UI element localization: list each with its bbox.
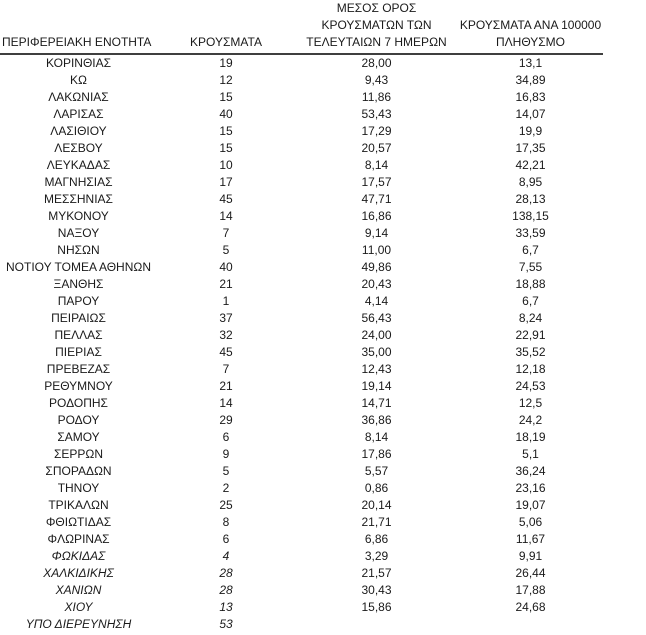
cases-cell: 40 xyxy=(219,107,233,121)
avg7-cell: 8,14 xyxy=(364,158,389,172)
table-row xyxy=(0,208,603,225)
avg7-cell: 49,86 xyxy=(361,260,392,274)
avg7-cell: 19,14 xyxy=(361,379,392,393)
cases-cell: 10 xyxy=(219,158,233,172)
table-row xyxy=(0,106,603,123)
region-cell: ΛΑΣΙΘΙΟΥ xyxy=(50,124,107,138)
cases-cell: 45 xyxy=(219,192,233,206)
avg7-cell: 16,86 xyxy=(361,209,392,223)
region-cell: ΣΕΡΡΩΝ xyxy=(53,447,104,461)
header-avg7-line3: ΤΕΛΕΥΤΑΙΩΝ 7 ΗΜΕΡΩΝ xyxy=(306,35,447,49)
region-cell: ΦΘΙΩΤΙΔΑΣ xyxy=(45,515,112,529)
avg7-cell: 11,86 xyxy=(361,90,392,104)
table-row xyxy=(0,361,603,378)
cases-cell: 6 xyxy=(222,430,230,444)
table-row xyxy=(0,72,603,89)
per100k-cell: 5,1 xyxy=(522,447,539,461)
per100k-cell: 34,89 xyxy=(515,73,546,87)
per100k-cell: 42,21 xyxy=(515,158,546,172)
table-row xyxy=(0,140,603,157)
table-row xyxy=(0,242,603,259)
header-per100k-line1: ΚΡΟΥΣΜΑΤΑ ΑΝΑ 100000 xyxy=(459,18,602,32)
table-row xyxy=(0,174,603,191)
per100k-cell: 12,18 xyxy=(515,362,546,376)
avg7-cell: 20,57 xyxy=(361,141,392,155)
table-row xyxy=(0,548,603,565)
header-avg7-line1: ΜΕΣΟΣ ΟΡΟΣ xyxy=(336,1,417,15)
table-row xyxy=(0,582,603,599)
region-cell: ΜΕΣΣΗΝΙΑΣ xyxy=(44,192,113,206)
cases-cell: 45 xyxy=(219,345,233,359)
region-cell: ΧΑΛΚΙΔΙΚΗΣ xyxy=(43,566,114,580)
region-cell: ΜΑΓΝΗΣΙΑΣ xyxy=(44,175,113,189)
avg7-cell: 15,86 xyxy=(361,600,392,614)
table-row xyxy=(0,446,603,463)
per100k-cell: 17,88 xyxy=(515,583,546,597)
region-cell: ΣΠΟΡΑΔΩΝ xyxy=(45,464,112,478)
region-cell: ΜΥΚΟΝΟΥ xyxy=(48,209,109,223)
cases-cell: 28 xyxy=(219,583,233,597)
avg7-cell: 24,00 xyxy=(361,328,392,342)
region-cell: ΡΟΔΟΠΗΣ xyxy=(49,396,108,410)
region-cell: ΝΗΣΩΝ xyxy=(57,243,100,257)
cases-cell: 9 xyxy=(222,447,230,461)
per100k-cell: 5,06 xyxy=(518,515,543,529)
per100k-cell: 138,15 xyxy=(512,209,549,223)
avg7-cell: 0,86 xyxy=(364,481,389,495)
region-cell: ΧΑΝΙΩΝ xyxy=(55,583,102,597)
avg7-cell: 11,00 xyxy=(361,243,392,257)
cases-cell: 8 xyxy=(222,515,230,529)
per100k-cell: 13,1 xyxy=(518,56,543,70)
per100k-cell: 11,67 xyxy=(515,532,546,546)
table-row xyxy=(0,55,603,72)
cases-cell: 1 xyxy=(222,294,230,308)
cases-cell: 5 xyxy=(222,464,230,478)
region-cell: ΠΕΛΛΑΣ xyxy=(54,328,103,342)
cases-cell: 53 xyxy=(219,617,233,631)
cases-cell: 13 xyxy=(219,600,233,614)
table-row xyxy=(0,480,603,497)
avg7-cell: 4,14 xyxy=(364,294,389,308)
cases-cell: 15 xyxy=(219,124,233,138)
cases-cell: 29 xyxy=(219,413,233,427)
per100k-cell: 6,7 xyxy=(522,294,539,308)
per100k-cell: 24,68 xyxy=(515,600,546,614)
per100k-cell: 22,91 xyxy=(515,328,546,342)
cases-cell: 17 xyxy=(219,175,233,189)
region-cell: ΦΛΩΡΙΝΑΣ xyxy=(47,532,110,546)
header-region-label: ΠΕΡΙΦΕΡΕΙΑΚΗ ΕΝΟΤΗΤΑ xyxy=(2,35,152,49)
per100k-cell: 19,07 xyxy=(515,498,546,512)
table-row xyxy=(0,276,603,293)
table-row xyxy=(0,378,603,395)
table-row xyxy=(0,225,603,242)
region-cell: ΤΗΝΟΥ xyxy=(57,481,100,495)
avg7-cell: 30,43 xyxy=(361,583,392,597)
table-row xyxy=(0,123,603,140)
region-cell: ΤΡΙΚΑΛΩΝ xyxy=(48,498,109,512)
region-cell: ΝΑΞΟΥ xyxy=(57,226,100,240)
table-row xyxy=(0,191,603,208)
region-cell: ΠΡΕΒΕΖΑΣ xyxy=(46,362,111,376)
region-cell: ΛΕΣΒΟΥ xyxy=(54,141,103,155)
cases-cell: 6 xyxy=(222,532,230,546)
per100k-cell: 17,35 xyxy=(515,141,546,155)
avg7-cell: 17,57 xyxy=(361,175,392,189)
cases-cell: 32 xyxy=(219,328,233,342)
region-cell: ΞΑΝΘΗΣ xyxy=(53,277,104,291)
avg7-cell: 20,14 xyxy=(361,498,392,512)
cases-cell: 2 xyxy=(222,481,230,495)
avg7-cell: 36,86 xyxy=(361,413,392,427)
per100k-cell: 8,24 xyxy=(518,311,543,325)
avg7-cell: 14,71 xyxy=(361,396,392,410)
table-row xyxy=(0,157,603,174)
region-cell: ΥΠΟ ΔΙΕΡΕΥΝΗΣΗ xyxy=(25,617,132,631)
avg7-cell: 17,86 xyxy=(361,447,392,461)
table-row xyxy=(0,310,603,327)
per100k-cell: 36,24 xyxy=(515,464,546,478)
header-per100k xyxy=(458,0,603,54)
region-cell: ΠΙΕΡΙΑΣ xyxy=(55,345,102,359)
header-cases-label: ΚΡΟΥΣΜΑΤΑ xyxy=(190,35,262,49)
table-header xyxy=(0,0,603,55)
region-cell: ΡΕΘΥΜΝΟΥ xyxy=(44,379,113,393)
region-cell: ΛΕΥΚΑΔΑΣ xyxy=(46,158,111,172)
cases-cell: 40 xyxy=(219,260,233,274)
table-row xyxy=(0,327,603,344)
avg7-cell: 21,71 xyxy=(361,515,392,529)
avg7-cell: 28,00 xyxy=(361,56,392,70)
region-cell: ΧΙΟΥ xyxy=(64,600,93,614)
avg7-cell: 6,86 xyxy=(364,532,389,546)
avg7-cell: 8,14 xyxy=(364,430,389,444)
table-row xyxy=(0,412,603,429)
region-cell: ΣΑΜΟΥ xyxy=(57,430,100,444)
header-avg7 xyxy=(295,0,458,54)
avg7-cell: 53,43 xyxy=(361,107,392,121)
table-body xyxy=(0,55,603,633)
table-row xyxy=(0,463,603,480)
per100k-cell: 33,59 xyxy=(515,226,546,240)
avg7-cell: 47,71 xyxy=(361,192,392,206)
per100k-cell: 6,7 xyxy=(522,243,539,257)
table-row xyxy=(0,565,603,582)
cases-cell: 37 xyxy=(219,311,233,325)
per100k-cell: 26,44 xyxy=(515,566,546,580)
cases-cell: 7 xyxy=(222,226,230,240)
header-region xyxy=(0,0,157,54)
per100k-cell: 14,07 xyxy=(515,107,546,121)
table-row xyxy=(0,89,603,106)
table-row xyxy=(0,514,603,531)
per100k-cell: 24,53 xyxy=(515,379,546,393)
cases-cell: 5 xyxy=(222,243,230,257)
table-row xyxy=(0,344,603,361)
region-cell: ΚΟΡΙΝΘΙΑΣ xyxy=(45,56,112,70)
per100k-cell: 12,5 xyxy=(518,396,543,410)
header-per100k-line2: ΠΛΗΘΥΣΜΟ xyxy=(495,35,566,49)
cases-cell: 19 xyxy=(219,56,233,70)
avg7-cell: 20,43 xyxy=(361,277,392,291)
cases-cell: 21 xyxy=(219,277,233,291)
table-row xyxy=(0,531,603,548)
cases-cell: 12 xyxy=(219,73,233,87)
per100k-cell: 16,83 xyxy=(515,90,546,104)
region-cell: ΚΩ xyxy=(70,73,87,87)
region-cell: ΡΟΔΟΥ xyxy=(57,413,100,427)
cases-cell: 7 xyxy=(222,362,230,376)
region-cell: ΠΑΡΟΥ xyxy=(57,294,100,308)
avg7-cell: 3,29 xyxy=(364,549,389,563)
per100k-cell: 28,13 xyxy=(515,192,546,206)
table-row xyxy=(0,429,603,446)
region-cell: ΛΑΚΩΝΙΑΣ xyxy=(48,90,109,104)
avg7-cell: 17,29 xyxy=(361,124,392,138)
table-row xyxy=(0,395,603,412)
avg7-cell: 12,43 xyxy=(361,362,392,376)
cases-cell: 25 xyxy=(219,498,233,512)
avg7-cell: 5,57 xyxy=(364,464,389,478)
table-row xyxy=(0,599,603,616)
cases-cell: 15 xyxy=(219,141,233,155)
header-cases xyxy=(157,0,295,54)
per100k-cell: 23,16 xyxy=(515,481,546,495)
region-cell: ΠΕΙΡΑΙΩΣ xyxy=(51,311,106,325)
cases-cell: 4 xyxy=(222,549,230,563)
per100k-cell: 24,2 xyxy=(518,413,543,427)
per100k-cell xyxy=(458,616,603,633)
table-row xyxy=(0,259,603,276)
avg7-cell: 9,43 xyxy=(364,73,389,87)
table-row xyxy=(0,616,603,633)
avg7-cell: 56,43 xyxy=(361,311,392,325)
avg7-cell: 21,57 xyxy=(361,566,392,580)
region-cell: ΝΟΤΙΟΥ ΤΟΜΕΑ ΑΘΗΝΩΝ xyxy=(5,260,152,274)
avg7-cell xyxy=(295,616,458,633)
per100k-cell: 7,55 xyxy=(518,260,543,274)
avg7-cell: 35,00 xyxy=(361,345,392,359)
avg7-cell: 9,14 xyxy=(364,226,389,240)
per100k-cell: 19,9 xyxy=(518,124,543,138)
header-avg7-line2: ΚΡΟΥΣΜΑΤΩΝ ΤΩΝ xyxy=(321,18,432,32)
per100k-cell: 35,52 xyxy=(515,345,546,359)
region-cell: ΛΑΡΙΣΑΣ xyxy=(53,107,104,121)
per100k-cell: 18,19 xyxy=(515,430,546,444)
cases-cell: 21 xyxy=(219,379,233,393)
table-row xyxy=(0,497,603,514)
cases-cell: 14 xyxy=(219,396,233,410)
region-cell: ΦΩΚΙΔΑΣ xyxy=(51,549,106,563)
table-row xyxy=(0,293,603,310)
per100k-cell: 8,95 xyxy=(518,175,543,189)
cases-cell: 28 xyxy=(219,566,233,580)
per100k-cell: 18,88 xyxy=(515,277,546,291)
cases-cell: 15 xyxy=(219,90,233,104)
cases-cell: 14 xyxy=(219,209,233,223)
per100k-cell: 9,91 xyxy=(518,549,543,563)
